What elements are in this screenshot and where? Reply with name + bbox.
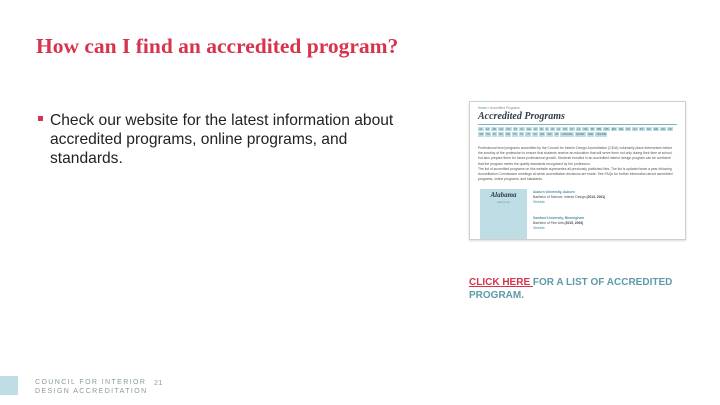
website-screenshot: [469, 101, 686, 240]
click-here-link[interactable]: CLICK HERE: [469, 277, 533, 288]
accreditation-years: (2013, 2001): [586, 194, 606, 199]
cta-text: [469, 276, 699, 302]
degree-name: Bachelor of Fine Arts: [533, 220, 564, 225]
state-chip[interactable]: UT: [526, 132, 531, 136]
state-chip[interactable]: MS: [604, 127, 609, 131]
state-chip[interactable]: QATAR: [575, 132, 585, 136]
state-chip[interactable]: KS: [563, 127, 567, 131]
bullet-text: Check our website for the latest information about accredited programs, online programs, and standards.: [50, 112, 394, 167]
state-chip[interactable]: SC: [499, 132, 503, 136]
state-chip[interactable]: OR: [479, 132, 484, 136]
state-chip[interactable]: RI: [493, 132, 496, 136]
state-chip[interactable]: UAE: [587, 132, 594, 136]
state-chip[interactable]: ONLINE: [596, 132, 607, 136]
state-chip[interactable]: MI: [590, 127, 594, 131]
school-name[interactable]: Auburn University, Auburn: [533, 190, 575, 194]
state-chip[interactable]: NY: [639, 127, 644, 131]
state-chip[interactable]: TX: [519, 132, 524, 136]
state-chip[interactable]: OH: [661, 127, 666, 131]
breadcrumb: [478, 106, 520, 110]
state-filter-list: [478, 127, 678, 137]
state-chip[interactable]: LA: [577, 127, 581, 131]
state-chip[interactable]: FL: [520, 127, 524, 131]
state-name: Alabama: [490, 191, 517, 199]
footer-organization: [35, 378, 148, 396]
state-chip[interactable]: PA: [486, 132, 490, 136]
state-chip[interactable]: VA: [533, 132, 537, 136]
state-chip[interactable]: OK: [668, 127, 673, 131]
state-chip[interactable]: MN: [597, 127, 602, 131]
state-chip[interactable]: IL: [546, 127, 549, 131]
page-heading: Accredited Programs: [478, 111, 565, 122]
state-chip[interactable]: GA: [526, 127, 531, 131]
website-link[interactable]: Website: [533, 199, 545, 204]
state-chip[interactable]: ID: [540, 127, 543, 131]
state-chip[interactable]: NV: [626, 127, 630, 131]
accreditation-years: (2015, 2003): [564, 220, 584, 225]
state-chip[interactable]: WA: [540, 132, 545, 136]
state-chip[interactable]: WV: [547, 132, 552, 136]
program-entry: [533, 216, 584, 230]
square-bullet-icon: [38, 116, 43, 121]
state-chip[interactable]: AR: [492, 127, 497, 131]
heading-divider: [478, 124, 677, 125]
state-chip[interactable]: KY: [570, 127, 574, 131]
state-chip[interactable]: MA: [583, 127, 588, 131]
state-chip[interactable]: NC: [646, 127, 651, 131]
degree-info: [533, 195, 605, 200]
intro-paragraph: Professional level programs accredited by the Council for Interior Design Accreditation (CIDA) voluntarily place themselves before the scrutiny of the profession to ensure that students receive an education that will serve them not only during their time at school, but also prepare them for future professional growth. Students enrolled in an accredited interior design program can be confident that the program meets the quality standards recognized by the profession.: [478, 146, 673, 166]
list-note-paragraph: The list of accredited programs on this website supersedes all previously published lists. The list is updated twice a year following Accreditation Commission meetings at which accreditation decisions are made. See FAQs for further information about accredited programs, online programs, and standards.: [478, 167, 673, 182]
state-chip[interactable]: HI: [534, 127, 537, 131]
program-entry: [533, 190, 605, 204]
footer-line-2: DESIGN ACCREDITATION: [35, 388, 148, 395]
footer-line-1: COUNCIL FOR INTERIOR: [35, 379, 147, 386]
cta-rest: FOR A LIST OF ACCREDITED PROGRAM.: [469, 277, 673, 301]
footer-accent-block: [0, 376, 18, 395]
state-chip[interactable]: NE: [619, 127, 623, 131]
state-chip[interactable]: AZ: [485, 127, 490, 131]
degree-name: Bachelor of Science, Interior Design: [533, 194, 586, 199]
breadcrumb-separator: »: [486, 106, 490, 110]
state-chip[interactable]: CT: [513, 127, 518, 131]
state-chip[interactable]: TN: [513, 132, 517, 136]
school-name[interactable]: Samford University, Birmingham: [533, 216, 585, 220]
state-chip[interactable]: SD: [506, 132, 510, 136]
state-chip[interactable]: AL: [479, 127, 483, 131]
breadcrumb-current: Accredited Programs: [489, 106, 520, 110]
state-chip[interactable]: IN: [551, 127, 555, 131]
state-chip[interactable]: CANADA: [561, 132, 573, 136]
website-link[interactable]: Website: [533, 225, 545, 230]
state-chip[interactable]: WI: [555, 132, 559, 136]
degree-info: [533, 221, 584, 226]
back-to-top-link[interactable]: back to top: [497, 201, 510, 204]
state-chip[interactable]: NJ: [633, 127, 637, 131]
state-chip[interactable]: MO: [611, 127, 616, 131]
state-chip[interactable]: CA: [499, 127, 504, 131]
page-number: 21: [154, 380, 163, 387]
state-chip[interactable]: ND: [654, 127, 658, 131]
breadcrumb-home[interactable]: Home: [478, 106, 487, 110]
slide-title: How can I find an accredited program?: [36, 34, 399, 58]
bullet-point: [38, 111, 418, 168]
state-chip[interactable]: CO: [506, 127, 511, 131]
state-chip[interactable]: IA: [557, 127, 560, 131]
